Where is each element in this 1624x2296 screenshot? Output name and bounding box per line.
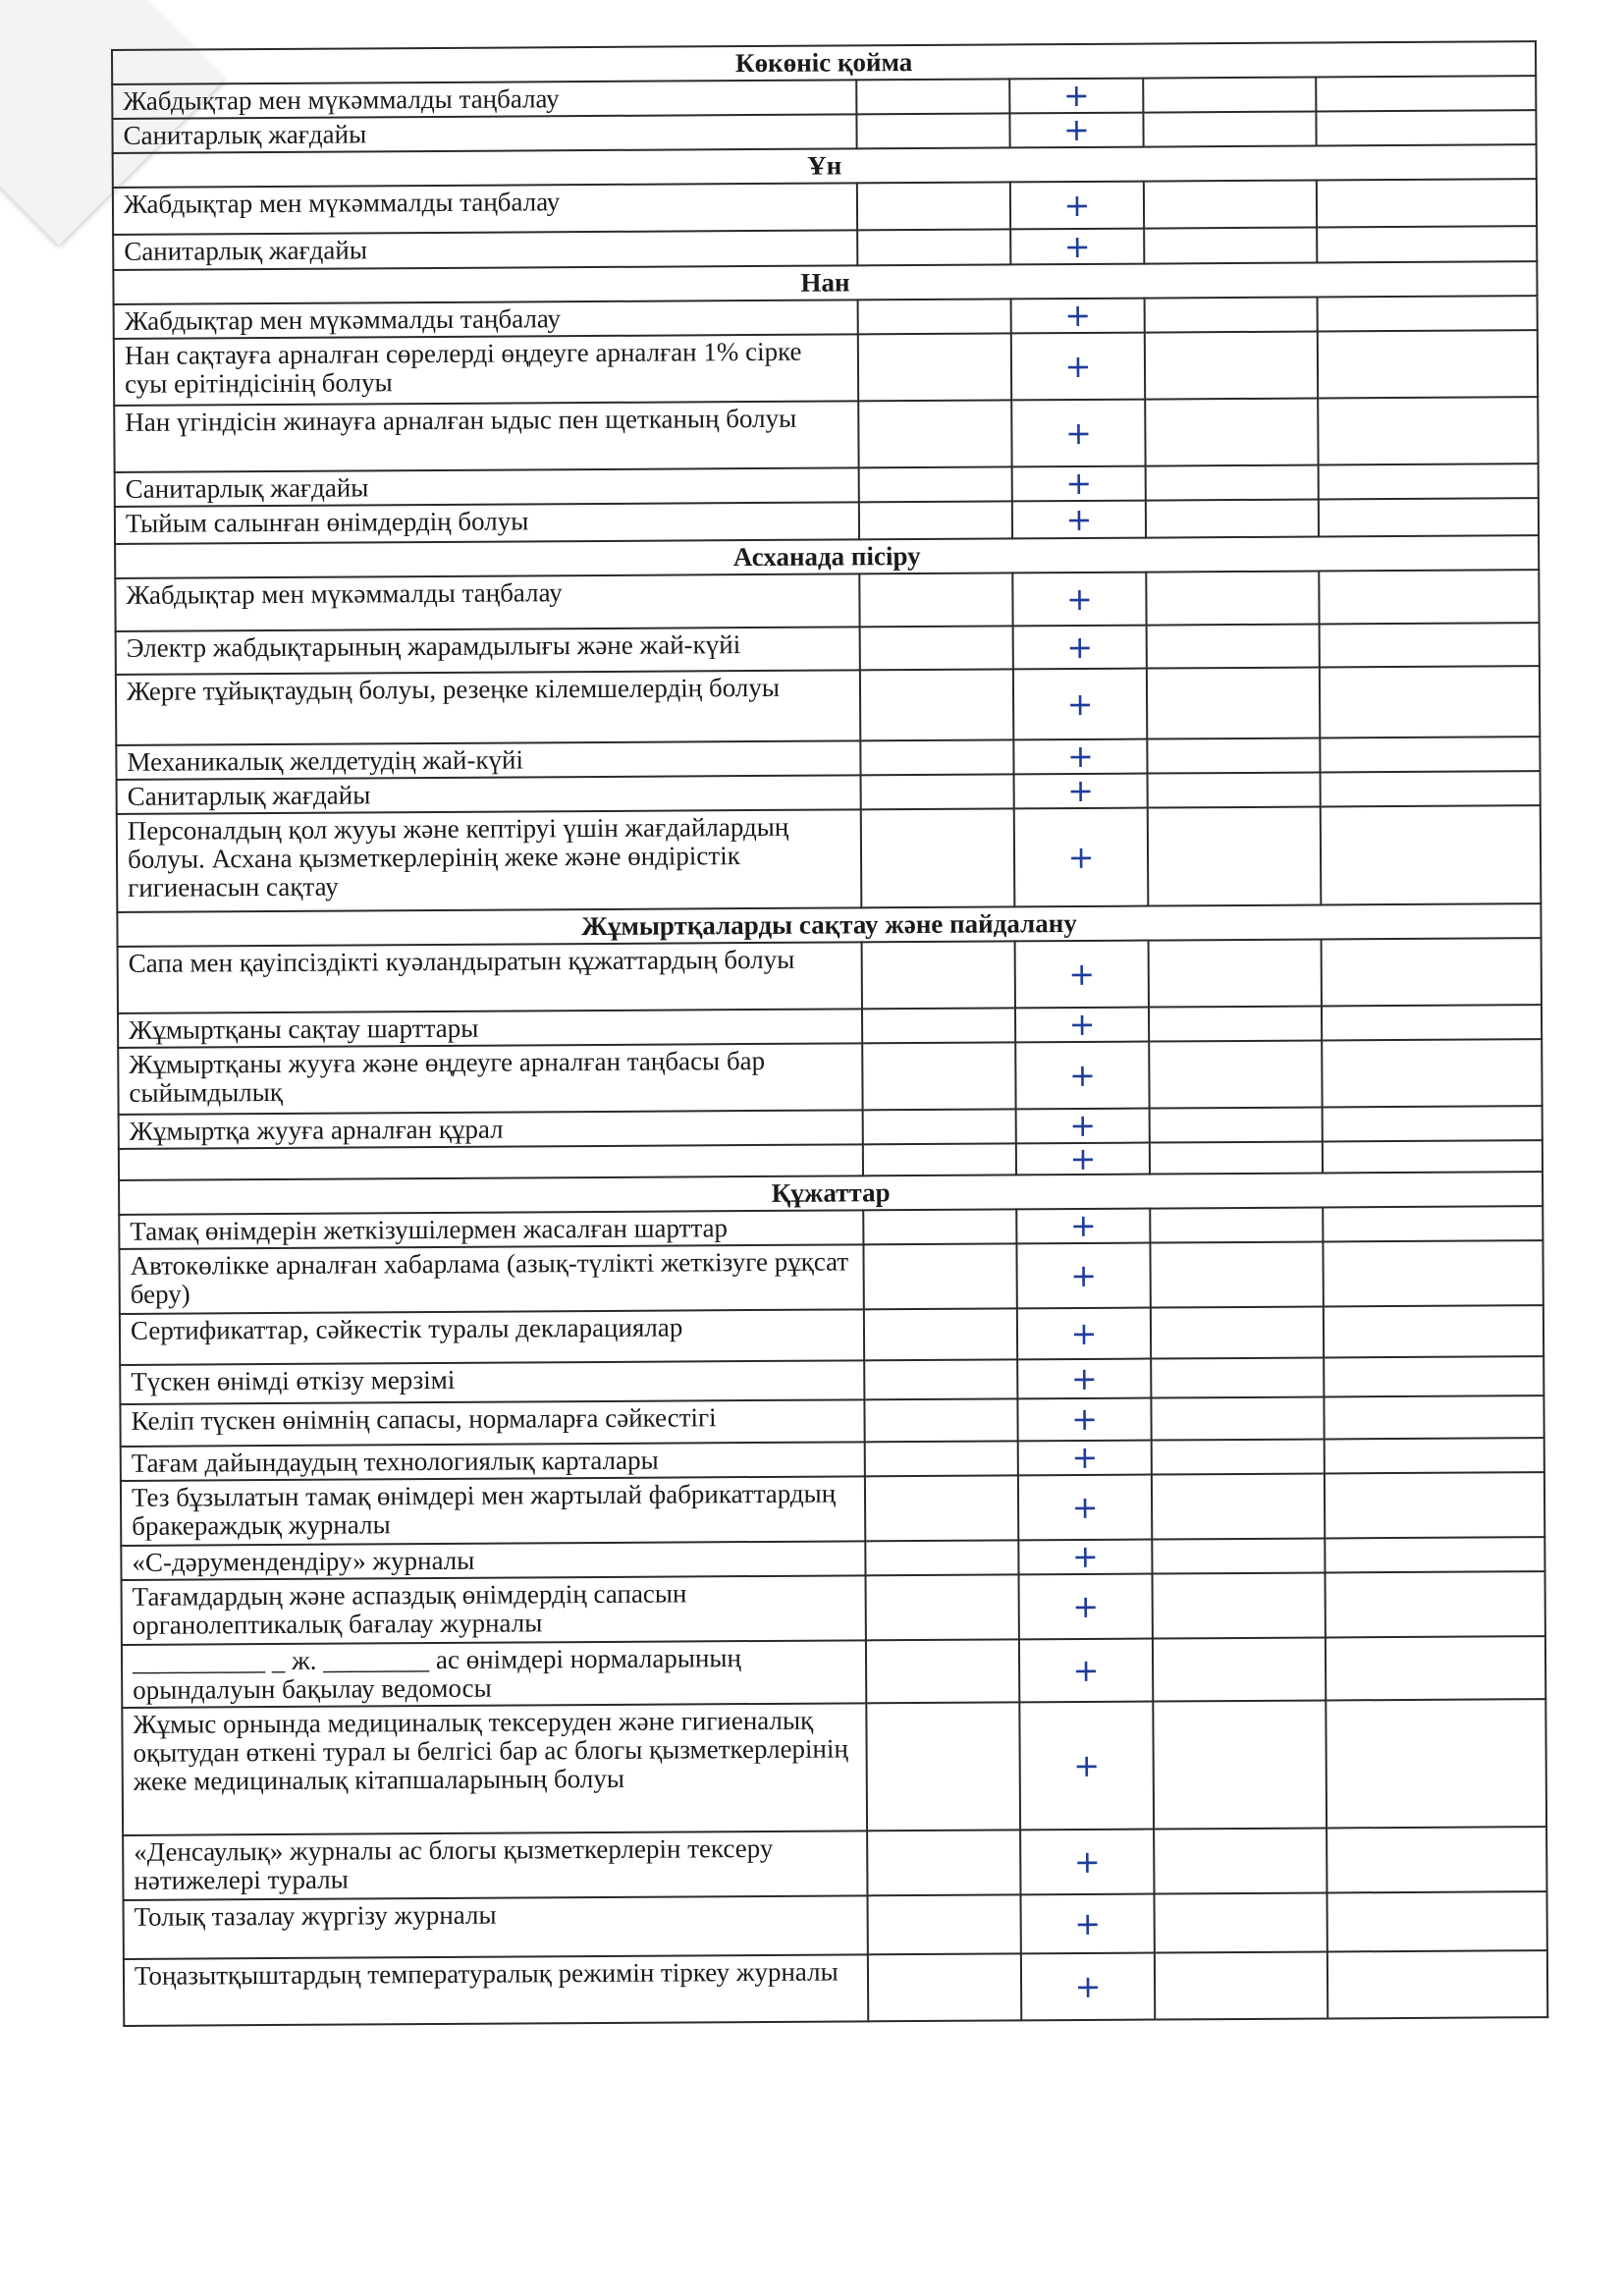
item-text: Санитарлық жағдайы [113,230,857,270]
check-mark: + [1014,774,1148,809]
item-text: Автокөлікке арналған хабарлама (азық-түлікті жеткізуге рұқсат беру) [119,1244,863,1314]
blank-cell [1326,1636,1545,1700]
blank-cell [863,1143,1016,1175]
item-text: Жерге тұйықтаудың болуы, резеңке кілемшелердің болуы [116,670,860,745]
blank-cell [1145,398,1318,465]
blank-cell [1152,1473,1325,1539]
check-mark: + [1018,1441,1152,1476]
section-title: Жұмыртқаларды сақтау және пайдалану [117,903,1541,947]
blank-cell [1319,570,1539,624]
check-mark: + [1016,1209,1150,1244]
blank-cell [1153,1700,1326,1829]
blank-cell [1155,1951,1327,2019]
blank-cell [1316,110,1536,145]
blank-cell [1320,666,1540,738]
item-text: Механикалық желдетудің жай-күйі [116,740,860,780]
checklist-row [123,1827,1546,1900]
item-text: Электр жабдықтарының жарамдылығы және жай-күйі [116,627,860,675]
blank-cell [1151,1396,1324,1440]
item-text: Толық тазалау жүргізу журналы [124,1895,868,1959]
item-text: Жабдықтар мен мүкәммалды таңбалау [115,574,859,631]
blank-cell [862,1042,1015,1110]
blank-cell [864,1398,1017,1442]
blank-cell [1320,623,1540,667]
item-text: Тоңазытқыштардың температуралық режимін тіркеу журналы [124,1954,868,2026]
checklist-row [118,938,1542,1013]
blank-cell [1316,76,1536,111]
item-text: Санитарлық жағдайы [112,114,856,153]
blank-cell [1317,179,1537,227]
section-title: Құжаттар [119,1172,1543,1215]
blank-cell [1324,1356,1543,1396]
blank-cell [1150,1207,1323,1242]
section-title: Асханада пісіру [115,535,1539,578]
check-mark: + [1019,1574,1153,1640]
blank-cell [865,1475,1018,1541]
item-text: Тез бұзылатын тамақ өнімдері мен жартылай фабрикаттардың бракераждық журналы [121,1476,865,1546]
blank-cell [862,1008,1015,1043]
check-mark: + [1009,113,1143,148]
blank-cell [1318,296,1538,331]
checklist-row [117,805,1542,912]
blank-cell [1326,1891,1546,1951]
blank-cell [863,1243,1016,1309]
check-mark: + [1013,626,1147,670]
blank-cell [1322,1039,1542,1107]
inspection-checklist-table [111,40,1548,2027]
check-mark: + [1018,1540,1152,1575]
blank-cell [868,1953,1021,2021]
blank-cell [1153,1572,1326,1638]
blank-cell [865,1540,1018,1575]
blank-cell [858,400,1011,467]
item-text: Жұмыс орнында медициналық тексеруден және гигиеналық оқытудан өткені турал ы белгісі бар ас блогы қызметкерлерінің жеке медициналық кітапшаларының болуы [122,1703,867,1835]
blank-cell [1147,738,1320,773]
check-mark: + [1017,1398,1151,1442]
checklist-row [122,1571,1545,1645]
blank-cell [1326,1827,1546,1892]
blank-cell [859,573,1012,627]
item-text: «С-дәрумендендіру» журналы [121,1541,865,1580]
blank-cell [863,1209,1016,1244]
item-text: Келіп түскен өнімнің сапасы, нормаларға сәйкестігі [120,1399,864,1447]
check-mark: + [1015,1008,1149,1043]
blank-cell [860,626,1013,670]
check-mark: + [1016,1109,1150,1144]
check-mark: + [1017,1308,1151,1360]
blank-cell [1320,737,1540,772]
blank-cell [1326,1571,1545,1637]
blank-cell [1325,1537,1544,1572]
item-text: Жұмыртқаны сақтау шарттары [118,1009,862,1048]
item-text: Жабдықтар мен мүкәммалды таңбалау [112,80,856,119]
blank-cell [864,1308,1017,1360]
check-mark: + [1011,400,1145,467]
blank-cell [865,1441,1018,1476]
blank-cell [1146,571,1319,625]
blank-cell [857,229,1010,265]
item-text: Жұмыртқа жууға арналған құрал [119,1110,863,1149]
blank-cell [1322,938,1542,1006]
check-mark: + [1010,229,1144,265]
blank-cell [1153,1637,1326,1701]
checklist-row [124,1950,1547,2026]
blank-cell [1149,939,1322,1007]
blank-cell [1152,1538,1325,1573]
item-text: Жабдықтар мен мүкәммалды таңбалау [114,300,858,339]
check-mark: + [1016,1143,1150,1175]
item-text: Тамақ өнімдерін жеткізушілермен жасалған шарттар [119,1210,863,1249]
blank-cell [1147,667,1320,738]
blank-cell [1324,1395,1543,1439]
checklist-row [114,397,1538,472]
blank-cell [1325,1438,1544,1473]
blank-cell [861,774,1014,809]
check-mark: + [1014,808,1149,907]
checklist-row [124,1891,1547,1959]
blank-cell [1326,1699,1546,1828]
blank-cell [861,808,1015,907]
blank-cell [866,1639,1019,1703]
blank-cell [1147,624,1320,668]
check-mark: + [1009,79,1143,114]
blank-cell [1144,181,1317,229]
check-mark: + [1015,941,1149,1009]
blank-cell [866,1574,1019,1640]
blank-cell [1318,397,1538,465]
blank-cell [1321,771,1541,806]
blank-cell [1143,78,1316,113]
blank-cell [1327,1950,1547,2018]
item-text: Тыйым салынған өнімдердің болуы [115,502,859,544]
blank-cell [1150,1141,1323,1174]
blank-cell [1319,464,1539,499]
blank-cell [1152,1439,1325,1474]
blank-cell [1148,806,1322,905]
blank-cell [1322,1005,1542,1040]
section-title: Көкөніс қойма [112,41,1536,84]
section-title: Нан [113,261,1537,304]
blank-cell [1149,1040,1322,1108]
checklist-row [122,1699,1546,1835]
blank-cell [1151,1357,1324,1397]
blank-cell [858,333,1011,401]
checklist-row [118,1039,1542,1115]
blank-cell [866,1702,1020,1831]
blank-cell [862,941,1015,1009]
blank-cell [1323,1140,1543,1173]
checklist-row [114,330,1538,406]
blank-cell [863,1109,1016,1144]
check-mark: + [1020,1894,1154,1954]
item-text: Санитарлық жағдайы [117,775,861,814]
blank-cell [860,669,1013,740]
blank-cell [856,113,1009,148]
checklist-row [120,1305,1543,1365]
blank-cell [859,501,1012,539]
blank-cell [868,1894,1021,1954]
blank-cell [1317,226,1537,262]
checklist-row [116,666,1540,745]
blank-cell [1325,1472,1544,1538]
check-mark: + [1020,1830,1154,1895]
blank-cell [1146,465,1319,500]
blank-cell [1321,805,1542,904]
item-text: Жұмыртқаны жууға және өңдеуге арналған таңбасы бар сыйымдылық [118,1043,862,1115]
blank-cell [1150,1107,1323,1142]
item-text: «Денсаулық» журналы ас блогы қызметкерлерін тексеру нәтижелері туралы [123,1831,867,1900]
blank-cell [1323,1240,1543,1306]
item-text: Нан сақтауға арналған сөрелерді өңдеуге арналған 1% сірке суы ерітіндісінің болуы [114,334,858,406]
check-mark: + [1012,573,1146,627]
blank-cell [1324,1305,1543,1357]
blank-cell [1146,499,1319,537]
checklist-row [121,1472,1544,1546]
check-mark: + [1015,1042,1149,1110]
blank-cell [859,466,1012,502]
check-mark: + [1016,1243,1150,1309]
checklist-row [115,570,1539,631]
check-mark: + [1012,501,1146,539]
blank-cell [1148,772,1321,807]
blank-cell [1150,1241,1323,1307]
check-mark: + [1012,466,1146,502]
blank-cell [1145,297,1318,332]
item-text: Сертификаттар, сәйкестік туралы декларациялар [120,1309,864,1365]
blank-cell [857,182,1010,230]
item-text: __________ _ ж. ________ ас өнімдері нормаларының орындалуын бақылау ведомосы [122,1640,866,1708]
section-title: Ұн [113,144,1537,188]
blank-cell [856,79,1009,114]
check-mark: + [1013,669,1147,740]
check-mark: + [1019,1702,1154,1831]
check-mark: + [1017,1359,1151,1399]
item-text: Түскен өнімді өткізу мерзімі [120,1360,864,1404]
blank-cell [1145,331,1318,399]
item-text [119,1144,863,1180]
blank-cell [867,1830,1020,1895]
blank-cell [1323,1206,1543,1241]
blank-cell [864,1359,1017,1399]
item-text: Нан үгіндісін жинауға арналған ыдыс пен щетканың болуы [114,401,858,472]
check-mark: + [1010,182,1144,230]
blank-cell [860,739,1013,775]
blank-cell [1154,1892,1326,1952]
blank-cell [1154,1828,1326,1893]
check-mark: + [1021,1953,1155,2021]
blank-cell [1323,1106,1543,1141]
item-text: Санитарлық жағдайы [115,467,859,507]
item-text: Тағам дайындаудың технологиялық карталары [121,1442,865,1481]
checklist-row [113,179,1537,235]
checklist-row [119,1240,1543,1314]
blank-cell [1151,1306,1324,1358]
check-mark: + [1019,1639,1153,1703]
check-mark: + [1018,1475,1152,1541]
item-text: Жабдықтар мен мүкәммалды таңбалау [113,183,857,235]
blank-cell [1318,330,1538,398]
blank-cell [1319,498,1539,536]
check-mark: + [1013,739,1147,775]
blank-cell [1144,228,1317,264]
check-mark: + [1011,299,1145,334]
item-text: Тағамдардың және аспаздық өнімдердің сапасын органолептикалық бағалау журналы [122,1575,866,1645]
item-text: Сапа мен қауіпсіздікті куәландыратын құжаттардың болуы [118,942,862,1013]
blank-cell [1149,1006,1322,1041]
checklist-row [122,1636,1545,1708]
check-mark: + [1011,333,1145,401]
item-text: Персоналдың қол жууы және кептіруі үшін жағдайлардың болуы. Асхана қызметкерлерінің жеке және өндірістік гигиенасын сақтау [117,809,862,912]
blank-cell [1143,112,1316,147]
blank-cell [858,299,1011,334]
